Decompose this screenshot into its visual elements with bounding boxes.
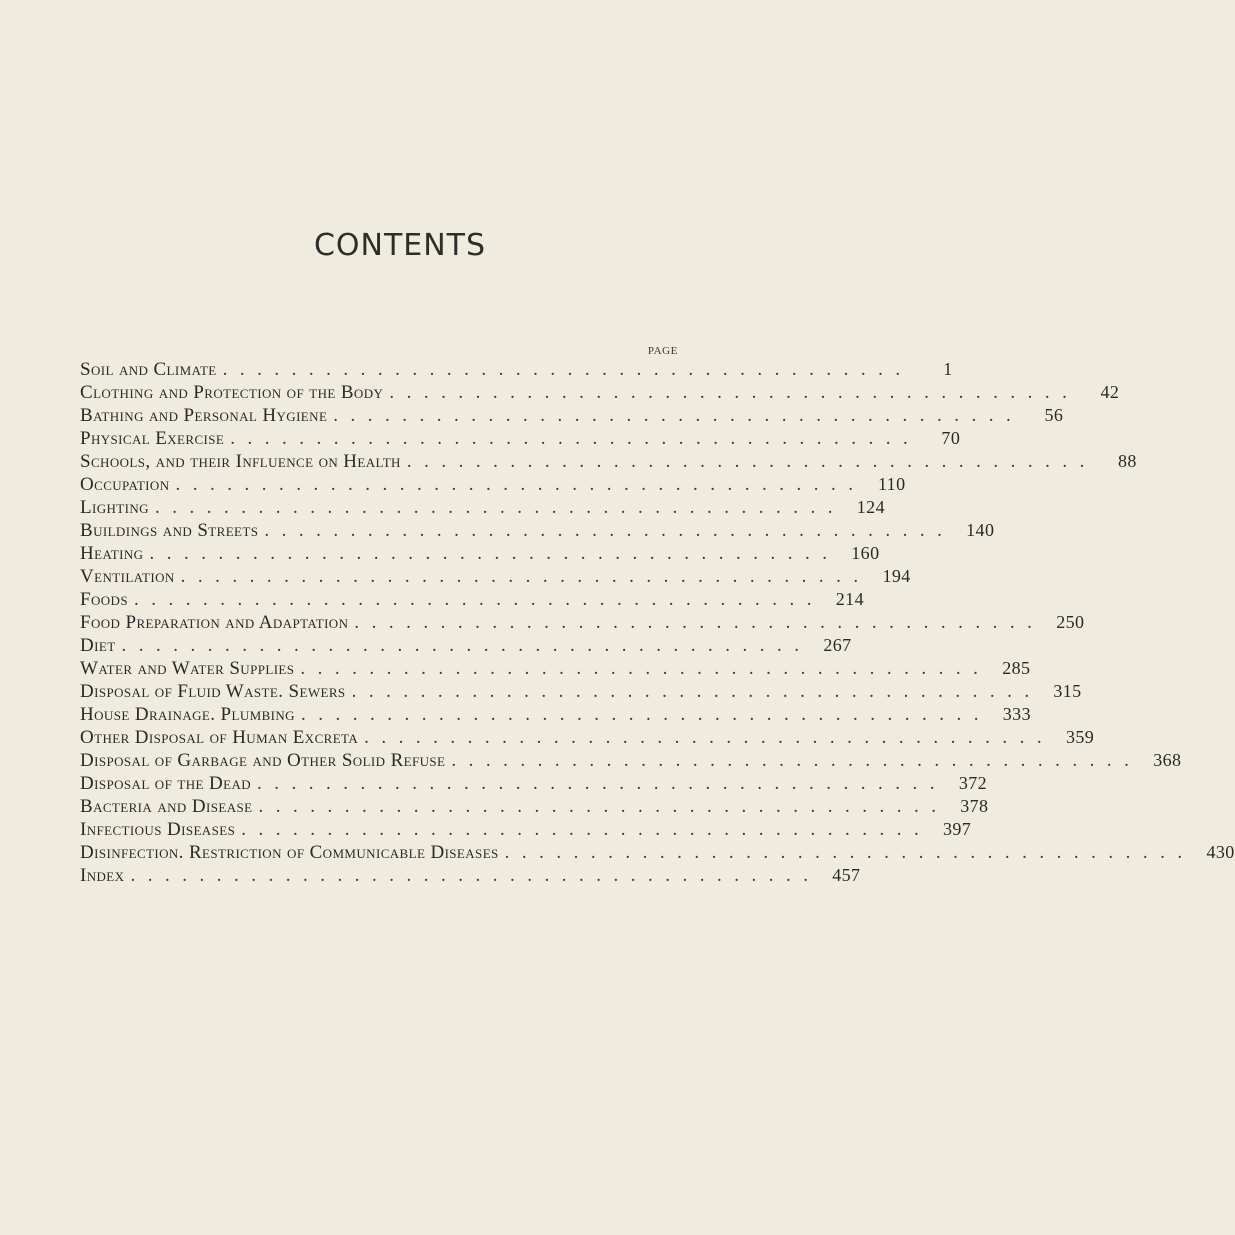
toc-entry-page-number: 267 [823, 635, 852, 655]
toc-entry-page-number: 70 [941, 428, 961, 448]
toc-entry [80, 588, 864, 611]
dot-leader: ........................................ [333, 405, 1024, 426]
dot-leader: ........................................ [149, 543, 840, 564]
dot-leader: ........................................ [258, 796, 949, 817]
dot-leader: ........................................ [300, 658, 991, 679]
dot-leader: ........................................ [389, 382, 1080, 403]
toc-entry-page-number: 214 [835, 589, 864, 609]
toc-entry-page-number: 378 [960, 796, 989, 816]
toc-entry-page-number: 285 [1002, 658, 1031, 678]
dot-leader: ........................................ [504, 842, 1195, 863]
table-of-contents [80, 358, 1235, 887]
toc-entry [80, 473, 906, 496]
toc-entry-title: Disposal of Garbage and Other Solid Refuse [80, 750, 446, 771]
dot-leader: ........................................ [451, 750, 1142, 771]
toc-entry-page-number: 110 [877, 474, 906, 494]
dot-leader: ........................................ [175, 474, 866, 495]
toc-entry [80, 749, 1182, 772]
toc-entry-page-number: 124 [856, 497, 885, 517]
toc-entry [80, 450, 1137, 473]
toc-entry [80, 680, 1082, 703]
toc-entry [80, 634, 852, 657]
toc-entry-title: Occupation [80, 474, 170, 495]
toc-entry-title: Bathing and Personal Hygiene [80, 405, 328, 426]
toc-entry [80, 565, 911, 588]
toc-entry-title: Water and Water Supplies [80, 658, 295, 679]
toc-entry-page-number: 140 [966, 520, 995, 540]
toc-entry-title: Buildings and Streets [80, 520, 259, 541]
toc-entry-page-number: 160 [851, 543, 880, 563]
toc-entry-title: Other Disposal of Human Excreta [80, 727, 359, 748]
toc-entry [80, 657, 1031, 680]
dot-leader: ........................................ [222, 359, 913, 380]
dot-leader: ........................................ [180, 566, 871, 587]
toc-entry [80, 772, 988, 795]
toc-entry-title: Disposal of the Dead [80, 773, 252, 794]
toc-entry-title: House Drainage. Plumbing [80, 704, 295, 725]
toc-entry-page-number: 359 [1065, 727, 1095, 747]
toc-entry-title: Bacteria and Disease [80, 796, 253, 817]
toc-entry-page-number: 368 [1153, 750, 1182, 770]
toc-entry-title: Disposal of Fluid Waste. Sewers [80, 681, 346, 702]
toc-entry-title: Lighting [80, 497, 149, 518]
toc-entry-page-number: 42 [1100, 382, 1120, 402]
toc-entry [80, 795, 989, 818]
toc-entry-page-number: 430 [1206, 842, 1235, 862]
toc-entry-page-number: 372 [958, 773, 988, 793]
toc-entry-page-number: 250 [1056, 612, 1085, 632]
dot-leader: ........................................ [154, 497, 845, 518]
dot-leader: ........................................ [300, 704, 991, 725]
toc-entry-page-number: 333 [1002, 704, 1031, 724]
toc-entry-title: Infectious Diseases [80, 819, 236, 840]
toc-entry-page-number: 1 [943, 359, 953, 379]
toc-entry [80, 427, 961, 450]
toc-entry-title: Ventilation [80, 566, 175, 587]
dot-leader: ........................................ [364, 727, 1055, 748]
toc-entry-title: Food Preparation and Adaptation [80, 612, 349, 633]
toc-entry-title: Heating [80, 543, 144, 564]
dot-leader: ........................................ [230, 428, 921, 449]
dot-leader: ........................................ [406, 451, 1097, 472]
toc-entry-title: Diet [80, 635, 116, 656]
toc-entry-title: Physical Exercise [80, 428, 225, 449]
toc-entry-page-number: 56 [1044, 405, 1064, 425]
toc-entry [80, 358, 953, 381]
toc-entry-page-number: 88 [1118, 451, 1137, 471]
toc-entry [80, 381, 1120, 404]
toc-entry-page-number: 194 [882, 566, 911, 586]
dot-leader: ........................................ [264, 520, 955, 541]
toc-entry [80, 864, 861, 887]
dot-leader: ........................................ [354, 612, 1045, 633]
dot-leader: ........................................ [351, 681, 1042, 702]
toc-entry [80, 404, 1064, 427]
toc-entry [80, 818, 972, 841]
toc-entry-page-number: 397 [943, 819, 972, 839]
toc-entry-title: Index [80, 865, 125, 886]
dot-leader: ........................................ [130, 865, 821, 886]
dot-leader: ........................................ [241, 819, 932, 840]
dot-leader: ........................................ [133, 589, 824, 610]
toc-entry [80, 703, 1031, 726]
toc-entry-title: Disinfection. Restriction of Communicable Diseases [80, 842, 499, 863]
toc-entry-title: Clothing and Protection of the Body [80, 382, 384, 403]
dot-leader: ........................................ [121, 635, 812, 656]
toc-entry [80, 611, 1085, 634]
toc-entry-page-number: 457 [832, 865, 861, 885]
toc-entry-title: Foods [80, 589, 128, 610]
toc-entry [80, 726, 1095, 749]
toc-entry [80, 542, 880, 565]
toc-entry-title: Soil and Climate [80, 359, 217, 380]
toc-entry [80, 841, 1235, 864]
page-column-label: PAGE [647, 345, 678, 357]
toc-entry [80, 496, 885, 519]
toc-entry-title: Schools, and their Influence on Health [80, 451, 401, 472]
toc-entry-page-number: 315 [1053, 681, 1082, 701]
page-title: CONTENTS [313, 228, 487, 263]
toc-entry [80, 519, 995, 542]
dot-leader: ........................................ [257, 773, 948, 794]
